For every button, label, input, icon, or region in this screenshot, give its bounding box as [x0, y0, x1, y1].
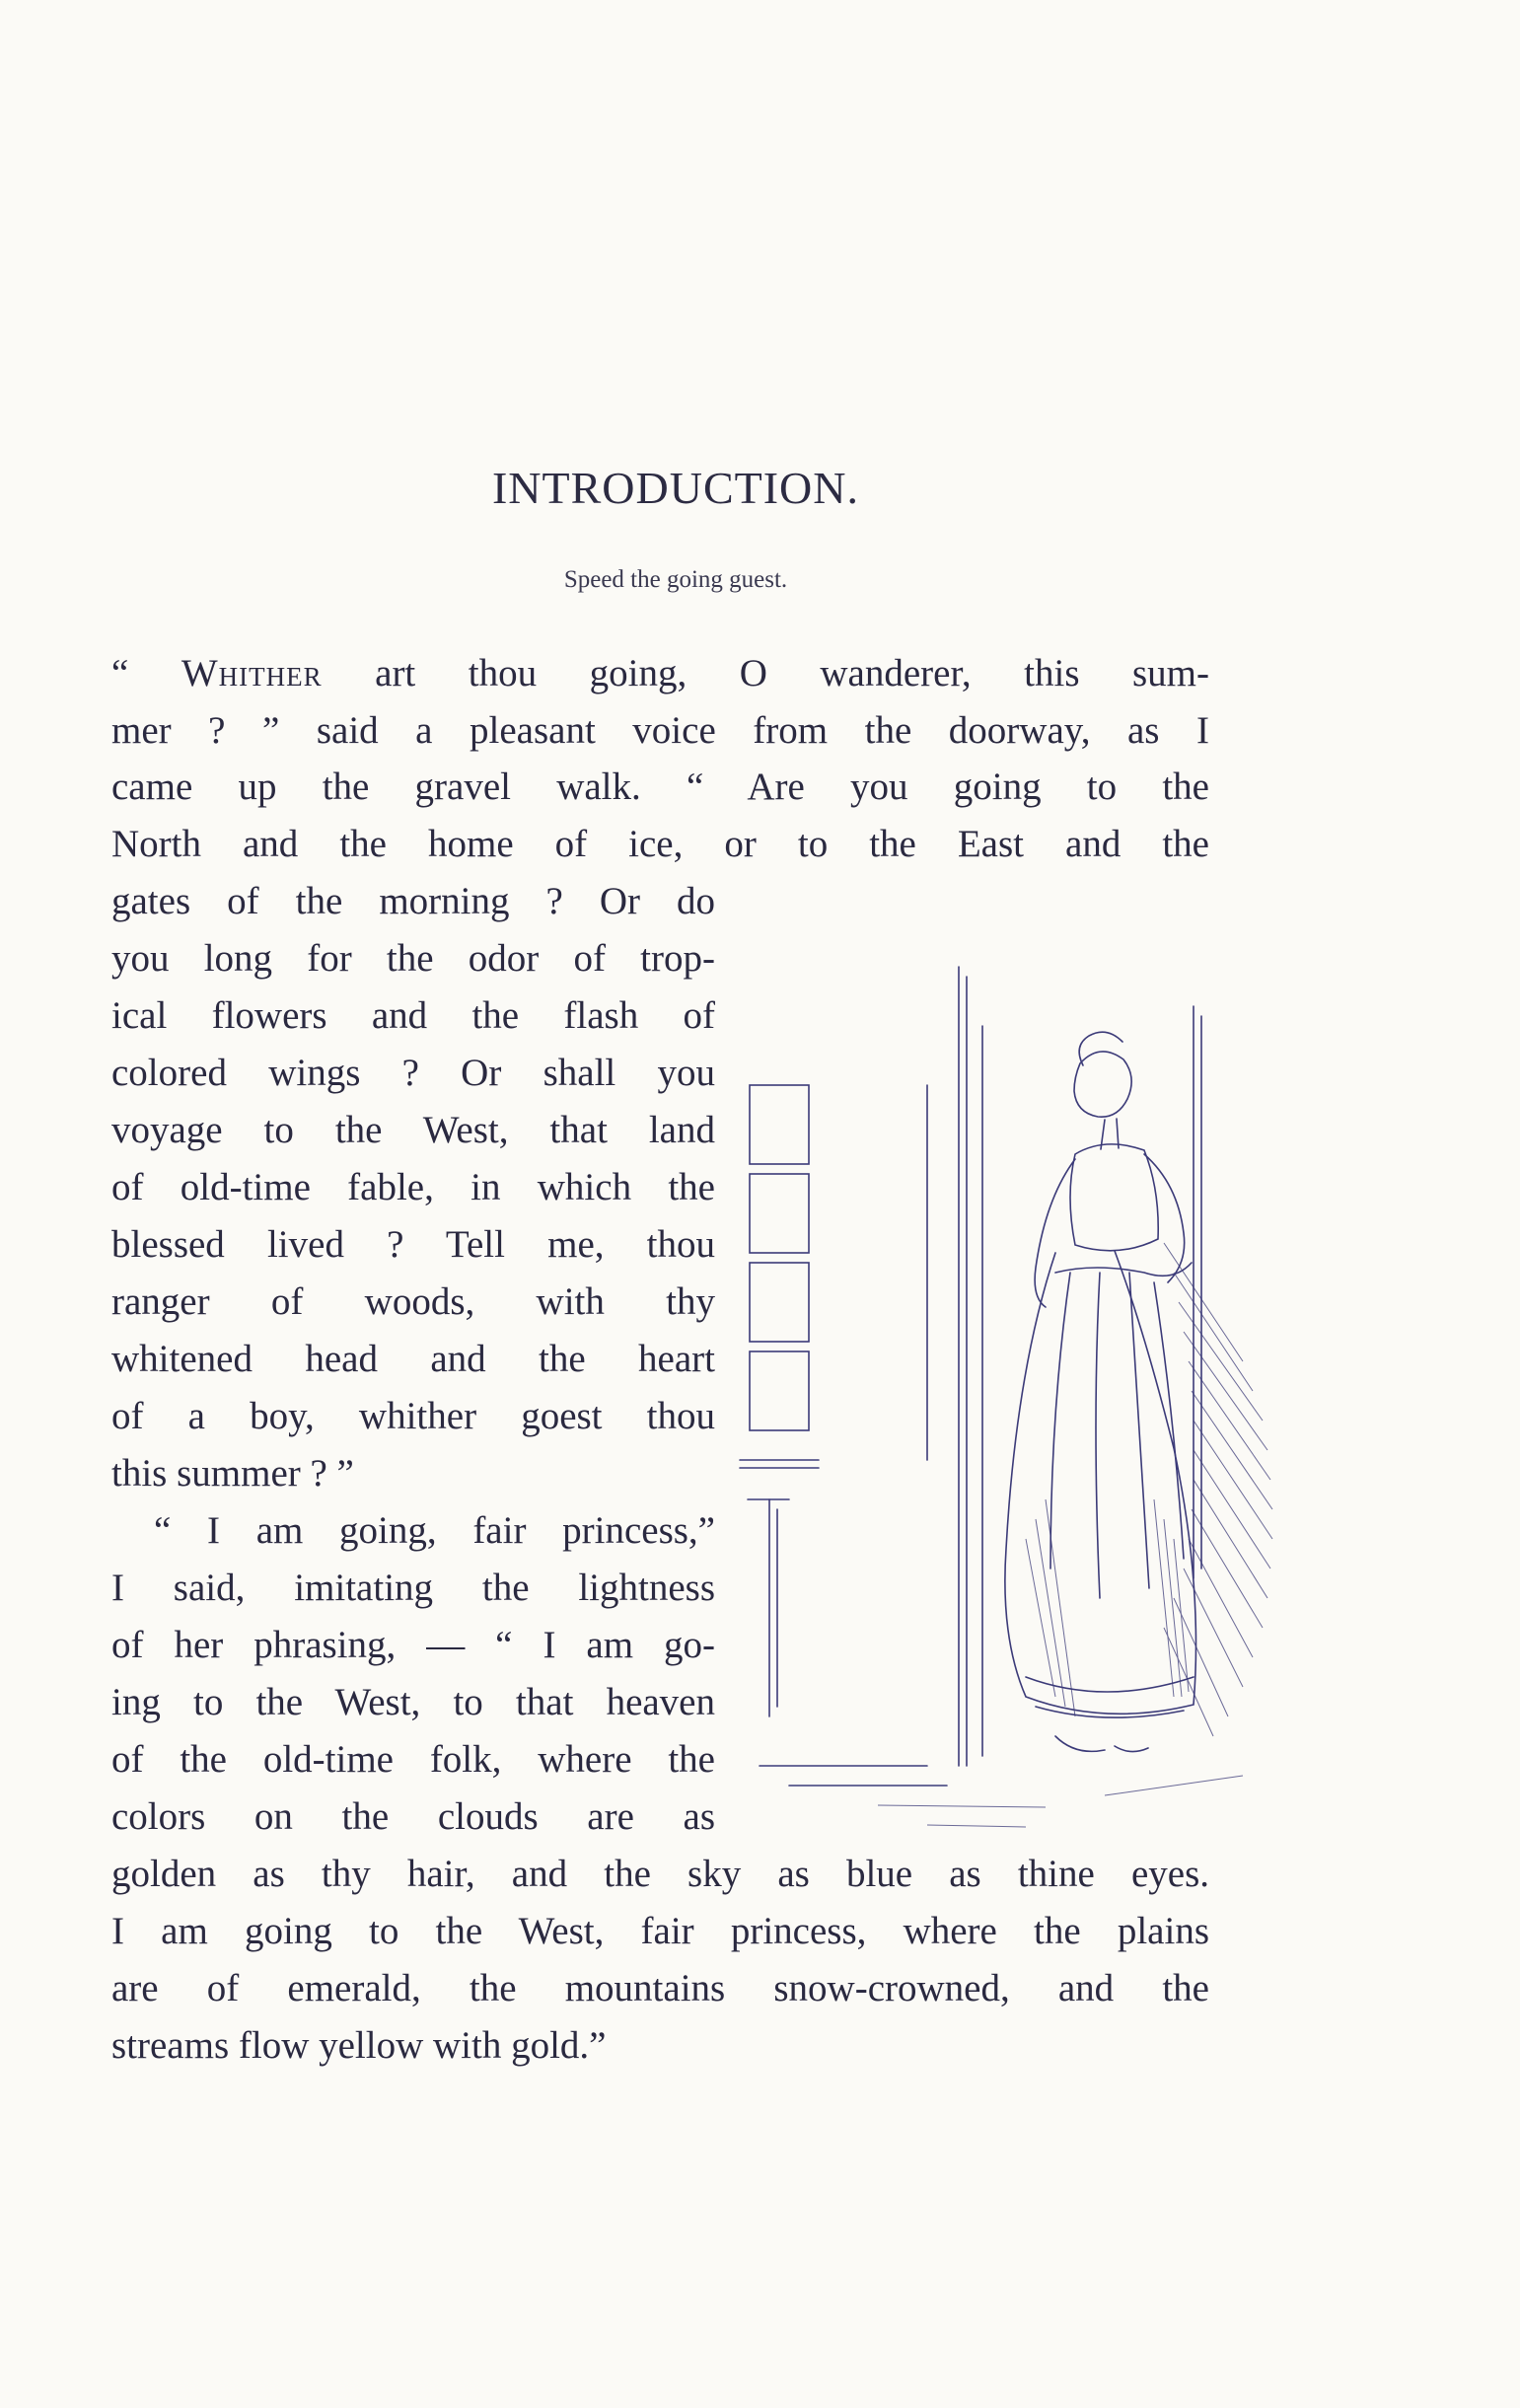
- text-line-19: ing to the West, to that heaven: [111, 1681, 715, 1723]
- chapter-title: INTRODUCTION.: [491, 463, 859, 513]
- text-line-14: of a boy, whither goest thou: [111, 1395, 715, 1437]
- text-line-11: blessed lived ? Tell me, thou: [111, 1223, 715, 1266]
- epigraph: Speed the going guest.: [563, 566, 788, 593]
- text-line-2: mer ? ” said a pleasant voice from the doorway, as I: [111, 709, 1209, 752]
- text-line-17: I said, imitating the lightness: [111, 1567, 715, 1609]
- drop-word: Whither: [181, 652, 323, 694]
- text-line-10: of old-time fable, in which the: [111, 1166, 715, 1208]
- text-line-5: gates of the morning ? Or do: [111, 880, 715, 922]
- text-line-24: are of emerald, the mountains snow-crowned, and the: [111, 1967, 1209, 2009]
- text-line-21: colors on the clouds are as: [111, 1795, 715, 1838]
- text-line-22: golden as thy hair, and the sky as blue as thine eyes.: [111, 1853, 1209, 1895]
- text-line-23: I am going to the West, fair princess, where the plains: [111, 1910, 1209, 1952]
- text-line-4: North and the home of ice, or to the East and the: [111, 823, 1209, 865]
- text-line-6: you long for the odor of trop-: [111, 937, 715, 980]
- text-line-20: of the old-time folk, where the: [111, 1738, 715, 1781]
- text-line-9: voyage to the West, that land: [111, 1109, 715, 1151]
- text-line-8: colored wings ? Or shall you: [111, 1052, 715, 1094]
- text-line-7: ical flowers and the flash of: [111, 994, 715, 1037]
- text-line-1: [111, 654, 1209, 693]
- text-line-3: came up the gravel walk. “ Are you going to the: [111, 766, 1209, 808]
- opening-quote: “: [111, 652, 181, 694]
- text-line-25: streams flow yellow with gold.”: [111, 2024, 607, 2067]
- text-line-12: ranger of woods, with thy: [111, 1280, 715, 1323]
- text-line-16: “ I am going, fair princess,”: [154, 1509, 715, 1552]
- text-line-18: of her phrasing, — “ I am go-: [111, 1624, 715, 1666]
- princess-doorway-engraving: [730, 947, 1282, 1835]
- text-line-1-rest: art thou going, O wanderer, this sum-: [322, 652, 1210, 694]
- text-line-13: whitened head and the heart: [111, 1338, 715, 1380]
- text-line-15: this summer ? ”: [111, 1452, 354, 1495]
